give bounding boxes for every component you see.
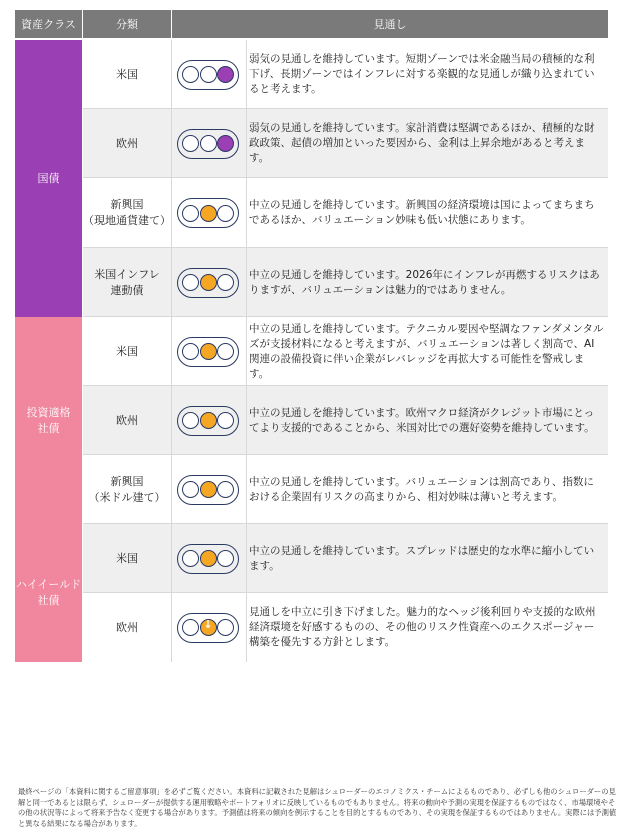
row-outlook-text: 中立の見通しを維持しています。スプレッドは歴史的な水準に縮小しています。 [249,544,595,572]
table-row [83,455,608,524]
traffic-light-icon [177,337,239,367]
signal-indicator [172,248,244,317]
row-outlook-text: 中立の見通しを維持しています。バリュエーションは割高であり、指数における企業固有リスクの高まりから、相対妙味は薄いと考えます。 [249,475,594,503]
row-outlook-text: 見通しを中立に引き下げました。魅力的なヘッジ後利回りや支援的な欧州経済環境を好感するものの、その他のリスク性資産へのエクスポージャー構築を優先する方針とします。 [249,606,596,648]
row-category: 欧州 [116,413,138,427]
row-category: 欧州 [116,136,138,150]
row-outlook-text: 弱気の見通しを維持しています。家計消費は堅調であるほか、積極的な財政政策、起債の増加といった要因から、金利は上昇余地があると考えます。 [249,122,595,164]
traffic-light-icon [177,544,239,574]
traffic-light-icon [177,406,239,436]
table-row [83,248,608,317]
traffic-light-icon [177,60,239,90]
signal-indicator [172,178,244,248]
row-outlook-text: 中立の見通しを維持しています。2026年にインフレが再燃するリスクはありますが、バリュエーションは魅力的ではありません。 [249,268,600,296]
row-category: 米国 [116,344,138,358]
table-row [83,386,608,455]
row-outlook-text: 弱気の見通しを維持しています。短期ゾーンでは米金融当局の積極的な利下げ、長期ゾーンではインフレに対する楽観的な見通しが織り込まれていると考えます。 [249,53,595,95]
traffic-light-down-icon [177,613,239,643]
asset-class-government-bonds: 国債 [15,40,82,317]
traffic-light-icon [177,198,239,228]
table-row [83,109,608,178]
row-outlook-text: 中立の見通しを維持しています。欧州マクロ経済がクレジット市場にとってより支援的であることから、米国対比での選好姿勢を維持しています。 [249,406,595,434]
row-outlook-text: 中立の見通しを維持しています。テクニカル要因や堅調なファンダメンタルズが支援材料になると考えますが、バリュエーションは著しく割高で、AI関連の設備投資に伴い企業がレバレッジを再拡大する可能性を警戒します。 [249,322,604,380]
signal-indicator [172,109,244,178]
table-row [83,178,608,248]
row-category: 米国インフレ 連動債 [94,267,160,297]
traffic-light-icon [177,268,239,298]
header-category: 分類 [83,10,171,38]
asset-class-investment-grade: 投資適格 社債 [15,317,82,524]
row-category: 欧州 [116,620,138,634]
row-category: 新興国 （現地通貨建て） [83,198,171,227]
signal-indicator [172,593,244,662]
signal-indicator [172,40,244,109]
asset-class-high-yield: ハイイールド 社債 [15,524,82,662]
traffic-light-icon [177,475,239,505]
table-row [83,593,608,662]
signal-indicator [172,386,244,455]
row-category: 米国 [116,551,138,565]
signal-indicator [172,524,244,593]
footnote: 最終ページの「本資料に関するご留意事項」を必ずご覧ください。本資料に記載された見解はシュローダーのエコノミクス・チームによるものであり、必ずしも他のシュローダーの見解と同一であるとは限らず、シュローダーが提供する運用戦略やポートフォリオに反映しているものでもありません。将来の動向や予測の実現を保証するものではなく、市場環境やその他の状況等によって将来予告なく変更する場合があります。予測値は将来の傾向を例示することを目的とするものであり、その実現を保証するものではありません。実際には予測値と異なる結果になる場合があります。 [18,787,617,828]
header-asset-class: 資産クラス [15,10,82,38]
signal-indicator [172,317,244,386]
table-row [83,317,608,386]
row-outlook-text: 中立の見通しを維持しています。新興国の経済環境は国によってまちまちであるほか、バリュエーション妙味も低い状態にあります。 [249,199,595,226]
row-category: 米国 [116,67,138,81]
table-row [83,524,608,593]
signal-indicator [172,455,244,524]
row-category: 新興国 （米ドル建て） [88,474,166,504]
table-row [83,40,608,109]
traffic-light-icon [177,129,239,159]
header-outlook: 見通し [172,10,608,38]
